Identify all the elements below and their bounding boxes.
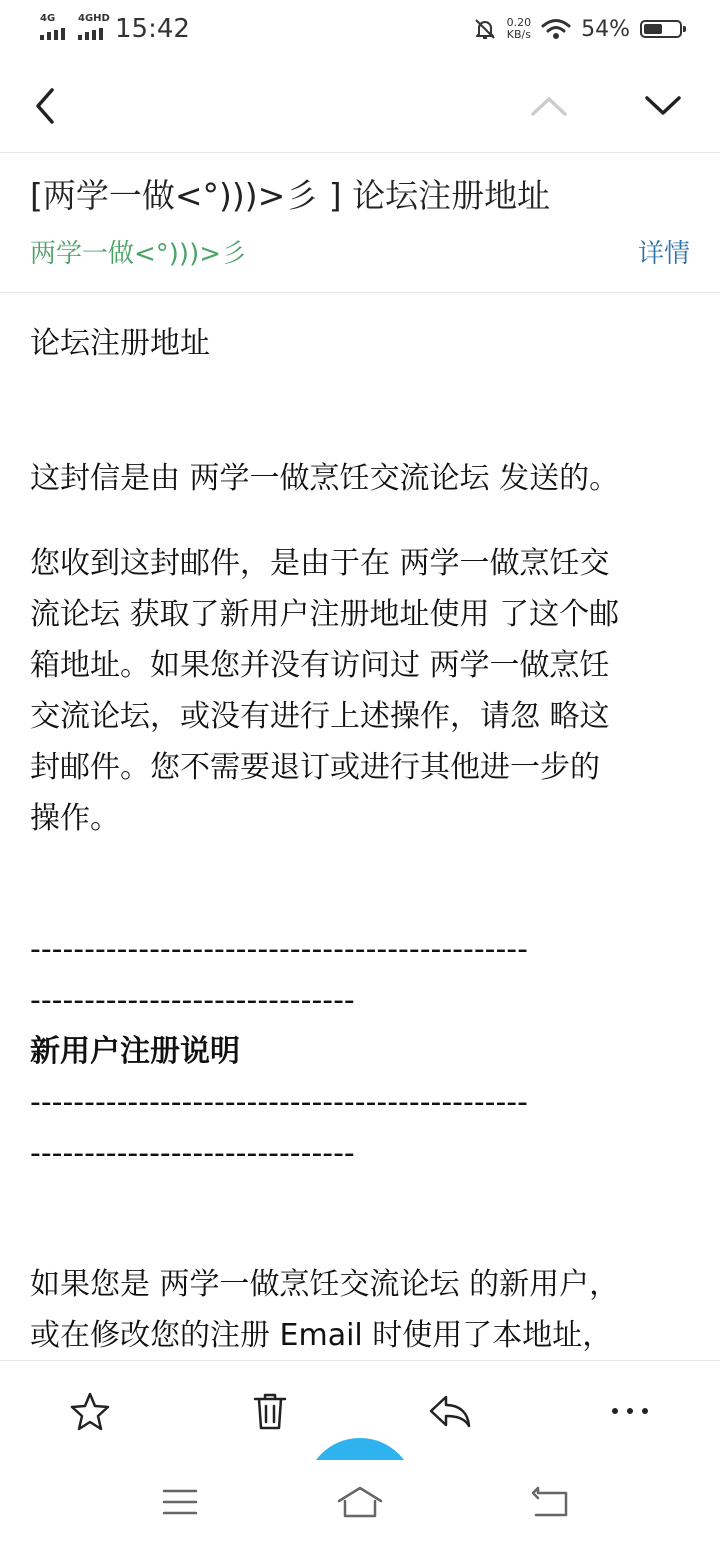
paragraph-line: 操作。 bbox=[30, 801, 120, 836]
more-icon bbox=[610, 1406, 650, 1416]
home-icon bbox=[336, 1485, 384, 1519]
trash-icon bbox=[252, 1391, 288, 1431]
previous-mail-button[interactable] bbox=[521, 78, 577, 134]
body-paragraph-2 bbox=[30, 538, 700, 844]
status-bar bbox=[0, 0, 720, 58]
paragraph-line: 您收到这封邮件，是由于在 两学一做烹饪交 bbox=[30, 546, 610, 581]
section-heading: 新用户注册说明 bbox=[30, 1034, 240, 1069]
return-icon bbox=[530, 1485, 570, 1519]
status-time: 15:42 bbox=[115, 14, 190, 44]
details-link[interactable]: 详情 bbox=[637, 239, 690, 269]
menu-icon bbox=[162, 1487, 198, 1517]
chevron-down-icon bbox=[643, 94, 683, 118]
mail-toolbar bbox=[0, 58, 720, 153]
body-title: 论坛注册地址 bbox=[30, 326, 210, 361]
speed-value: 0.20 bbox=[506, 16, 532, 29]
wifi-icon bbox=[541, 18, 571, 40]
reply-button[interactable] bbox=[422, 1383, 478, 1439]
chevron-left-icon bbox=[32, 86, 60, 126]
separator-line: ------------------------------ bbox=[30, 983, 355, 1018]
separator-line: ---------------------------------------------- bbox=[30, 932, 528, 967]
mute-bell-icon bbox=[473, 17, 497, 41]
back-button[interactable] bbox=[18, 78, 74, 134]
paragraph-line: 如果您是 两学一做烹饪交流论坛 的新用户， bbox=[30, 1267, 620, 1302]
network-type-1: 4G bbox=[40, 13, 56, 24]
battery-percent: 54% bbox=[581, 16, 630, 42]
network-type-2: 4GHD bbox=[78, 13, 110, 24]
paragraph-line: 或在修改您的注册 Email 时使用了本地址， bbox=[30, 1318, 613, 1353]
system-menu-button[interactable] bbox=[154, 1478, 206, 1526]
system-navigation-bar bbox=[0, 1460, 720, 1544]
battery-icon bbox=[640, 20, 682, 38]
delete-button[interactable] bbox=[242, 1383, 298, 1439]
separator-line: ---------------------------------------------- bbox=[30, 1085, 528, 1120]
separator-line: ------------------------------ bbox=[30, 1136, 355, 1171]
sender-name[interactable]: 两学一做<°)))>彡 bbox=[30, 239, 248, 269]
paragraph-line: 箱地址。如果您并没有访问过 两学一做烹饪 bbox=[30, 648, 610, 683]
paragraph-line: 交流论坛，或没有进行上述操作，请忽 略这 bbox=[30, 699, 610, 734]
signal-bars-icon bbox=[78, 28, 103, 40]
chevron-up-icon bbox=[529, 94, 569, 118]
mail-body bbox=[30, 292, 700, 1360]
paragraph-line: 流论坛 获取了新用户注册地址使用 了这个邮 bbox=[30, 597, 620, 632]
system-back-button[interactable] bbox=[524, 1478, 576, 1526]
body-paragraph-3 bbox=[30, 1259, 700, 1360]
signal-bars-icon bbox=[40, 28, 65, 40]
system-home-button[interactable] bbox=[334, 1478, 386, 1526]
mail-subject: [两学一做<°)))>彡 ] 论坛注册地址 bbox=[30, 176, 551, 215]
body-paragraph-1: 这封信是由 两学一做烹饪交流论坛 发送的。 bbox=[30, 461, 620, 496]
cell-signal-2 bbox=[78, 14, 112, 40]
more-button[interactable] bbox=[602, 1383, 658, 1439]
speed-unit: KB/s bbox=[506, 28, 531, 41]
star-icon bbox=[70, 1391, 110, 1431]
network-speed bbox=[507, 17, 532, 41]
next-mail-button[interactable] bbox=[635, 78, 691, 134]
battery-level-fill bbox=[644, 24, 662, 34]
paragraph-line: 封邮件。您不需要退订或进行其他进一步的 bbox=[30, 750, 600, 785]
cell-signal-1 bbox=[40, 14, 74, 40]
reply-icon bbox=[428, 1393, 472, 1429]
mail-header bbox=[0, 152, 720, 293]
star-button[interactable] bbox=[62, 1383, 118, 1439]
